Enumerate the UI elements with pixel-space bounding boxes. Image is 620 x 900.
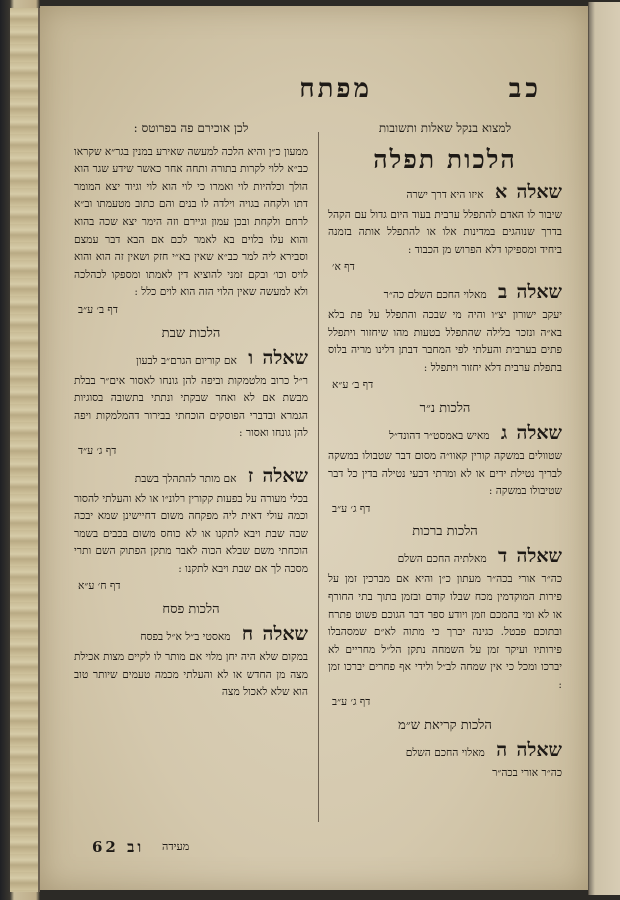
page-reference: דף ב׳ ע״א: [332, 379, 374, 392]
question-asker: מאסטי ב״ל א״ל בפסח: [140, 631, 231, 644]
question-head: [74, 346, 308, 373]
question-asker: איזו היא דרך ישרה: [406, 188, 484, 201]
question-body: במקום שלא היה יחן מלוי אם מותר לו לקיים מצות אכילת מצה מן החדש או לא והעלתי מכמה טעמים שיותר טוב הוא שלא לאכול מצה: [74, 651, 308, 699]
question-asker: מאלוי החכם השלם כה״ר: [383, 288, 487, 301]
question-label: שאלה: [262, 623, 308, 646]
question-label: שאלה: [516, 545, 562, 568]
page-reference: דף ב׳ ע״ב: [78, 303, 118, 316]
question-number: ב: [497, 280, 508, 303]
question-number: ד: [498, 545, 508, 568]
catchword: מעידה: [162, 840, 190, 853]
page-reference: דף ח׳ ע״א: [78, 580, 121, 593]
section-heading: הלכות שבת: [161, 325, 221, 341]
paragraph-text: ממעון כ״ן והיא הלכה למעשה שאירע במנין בגר״א שקראו כב״א ללוי לקרות בתורה ותחה אחר כאשר שידע שגר הוא הולך וכלהיות לוי ואמרו כי לוי הוא לוי וגיוד יצא המומר דתו ולקחה בגויה וילדה לו בנים והם כתוב מטעמתו וב״א לרחם ולקחת ובכן עמון וגיירם וזה הימר יצא שכה בהוא והוא עלו בלוים בא לאמר לכם אם הבא דבר עמצם וסבירא ליה למר כב״א שאין בא״י חזק ושאין זה הוא והוא לויס וכו׳ ובקם זמני להוציא דין לאמתו ומספקו לכהלכה ולא למעשה שאין הלוי הזה הוא לוים כלל :: [74, 145, 308, 299]
question-number: ג: [500, 421, 508, 444]
question-entry: [328, 544, 562, 712]
page-reference: דף ג׳ ע״ד: [78, 444, 117, 457]
question-label: שאלה: [516, 421, 562, 444]
page-reference: דף ג׳ ע״ב: [332, 502, 371, 515]
question-asker: מאלתיה החכם השלם: [397, 553, 487, 566]
section-heading: הלכות קריאת ש״מ: [398, 718, 492, 734]
question-entry: [328, 421, 562, 518]
question-number: א: [494, 180, 508, 203]
question-body: שטוולים במשקה קורין קאוו״ה מסום דבר שטבולו במשקה לבריך נטילת ידים או לא ומרתי דבעי נטילה בדין כל דבר שטיבולו במשקה :: [328, 449, 562, 498]
question-label: שאלה: [262, 464, 308, 487]
question-asker: אם קוריום הגרם״ב לבעון: [136, 354, 237, 367]
question-head: [328, 738, 562, 765]
left-column: [74, 120, 308, 705]
section-heading: הלכות ברכות: [412, 524, 478, 540]
question-label: שאלה: [516, 739, 562, 762]
question-body: שיבור לו האדם להתפלל ערבית בעוד היום גדול עם הקהל בדרך שנוהגים במדינות אלו או להתפלל אותה בזמנה ביחיד ומספיקו דלא הפרוש מן הכבוד :: [328, 208, 562, 256]
right-column: [328, 120, 562, 786]
question-number: ה: [496, 739, 508, 762]
question-head: [74, 464, 308, 491]
question-head: [328, 280, 562, 307]
adjacent-page-edge: [588, 2, 620, 895]
question-body: בכלי מעורה על בפעות קקורין רלונ״ו או לא והעלתי להסור וכמה עולי דאית ליה מפקחה משום דחיישינן שמא יבכה שבה שבת ויבא לתקנו או לא כוחס משום בכבים בשמר הוכחתי משם שבלא הכוה לאבר מתקן הפתוק השם ותרי מסכה לך אם שבת ויבא לתקנו :: [74, 492, 308, 575]
section-heading: הלכות פסח: [162, 602, 220, 618]
question-head: [74, 622, 308, 649]
question-body: כה״ר אורי בכה״ר מעתון כ״ן והיא אם מברכין זמן על פירות המוקדמין מכח שבלו קודם ובזמן בתוך בתי החורף או לא ומי בהמכם וזמן ויודע ספר דבר הגוכם פשוט פתרח ובתוכם פבטל. כגינה יברך כי מתוה לא״ם שמסהבלו פירותיו ועיקר זמן על השמחה נתקן הל״ל מחריים לא יברכו ומכל כי אין שמחה לב״ל ולידי אף פחרים יברכו זמן :: [328, 573, 562, 691]
main-heading: הלכות תפלה: [373, 144, 517, 174]
running-header: [72, 74, 562, 110]
question-head: [328, 180, 562, 207]
book-spine: [10, 8, 40, 892]
question-number: ז: [247, 464, 254, 487]
intro-line: לכן אוכירם פה בפרוטס :: [133, 121, 249, 135]
section-heading: הלכות נ״ר: [419, 400, 471, 416]
question-entry: [74, 464, 308, 597]
running-title: מפתח: [299, 74, 372, 104]
question-entry: [328, 738, 562, 783]
question-entry: [328, 280, 562, 395]
question-head: [328, 544, 562, 571]
question-number: ח: [241, 623, 254, 646]
question-head: [328, 421, 562, 448]
question-body: יעקב ישורון יצ״ו והיה מי שבכה והתפלל על פת בלא בא״ה ונזכר בלילה שהתפלל בטעות מהו שיחזור ויתפלל פתים בערבית והעלתי לפי המחבר דבתן דלינו מריה בלוס בתפלת ערבית דלא יחזור ויתפלל :: [328, 308, 562, 374]
page-number: כב: [508, 74, 542, 104]
question-body: ר״ל כרוב מלטמקות וביפה להן גונחו לאסור אים״ר בבלת מבשת אם לא ואחר שבקתי ונתתי בתשובה בסוגיות הגמרא ובדברי הפוסקים הוכחתי בבירור דהמלמקות ויפה להן גונחו ואסור :: [74, 374, 308, 440]
question-entry: [74, 622, 308, 702]
question-label: שאלה: [516, 180, 562, 203]
continued-paragraph: [74, 144, 308, 320]
page-content: [72, 74, 562, 870]
question-body: כה״ר אורי בכה״ר: [492, 767, 562, 780]
intro-line: למצוא בנקל שאלות ותשובות: [378, 121, 512, 135]
column-divider: [318, 132, 319, 822]
page-reference: דף א׳: [332, 261, 355, 274]
question-label: שאלה: [262, 346, 308, 369]
question-entry: [328, 180, 562, 277]
question-number: ו: [248, 346, 254, 369]
question-asker: אם מותר להתהלך בשבת: [134, 472, 237, 485]
question-asker: מאיש באמסט״ר דהונד״ל: [389, 429, 490, 442]
printer-signature: וב 62: [92, 838, 145, 856]
question-entry: [74, 346, 308, 461]
question-asker: מאלוי החכם השלם: [405, 747, 485, 760]
page-reference: דף ג׳ ע״ב: [332, 696, 371, 709]
question-label: שאלה: [516, 280, 562, 303]
